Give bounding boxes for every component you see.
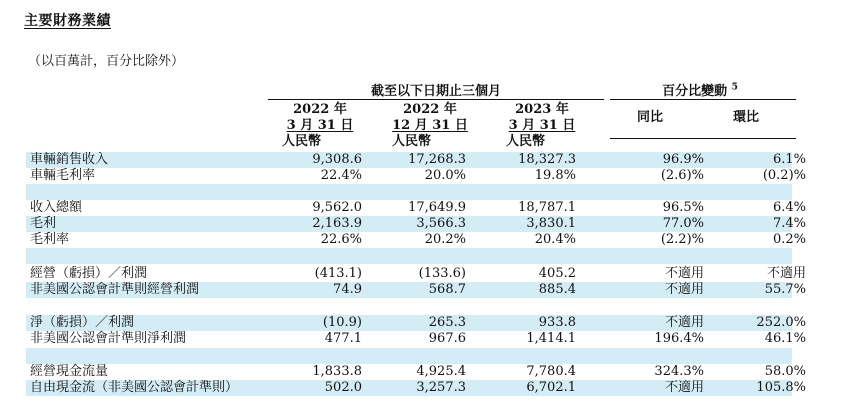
cell-qoq: 不適用 bbox=[766, 266, 806, 281]
cell-qoq: 6.1% bbox=[772, 152, 806, 167]
row-label: 收入總額 bbox=[30, 200, 83, 215]
cell-value: 1,833.8 bbox=[312, 364, 362, 379]
col-header-yoy: 同比 bbox=[636, 110, 663, 125]
table-row bbox=[0, 331, 852, 347]
row-label: 自由現金流（非美國公認會計準則） bbox=[30, 380, 239, 395]
period-header-rule bbox=[268, 99, 604, 100]
cell-value: 20.4% bbox=[534, 232, 576, 247]
col-header-q4-2022 bbox=[378, 102, 482, 150]
cell-yoy: 77.0% bbox=[662, 216, 704, 231]
change-group-label: 百分比變動 bbox=[662, 84, 728, 99]
cell-value: 1,414.1 bbox=[526, 331, 576, 346]
cell-value: 9,308.6 bbox=[312, 152, 362, 167]
cell-value: 885.4 bbox=[538, 282, 576, 297]
row-label: 經營現金流量 bbox=[30, 364, 109, 379]
cell-value: 19.8% bbox=[534, 168, 576, 183]
cell-yoy: 96.5% bbox=[662, 200, 704, 215]
cell-qoq: 0.2% bbox=[772, 232, 806, 247]
row-label: 毛利 bbox=[30, 216, 57, 231]
cell-value: 405.2 bbox=[538, 266, 576, 281]
cell-value: 18,327.3 bbox=[518, 152, 576, 167]
col-header-qoq: 環比 bbox=[732, 110, 759, 125]
change-group-header bbox=[604, 80, 796, 100]
cell-value: 22.4% bbox=[320, 168, 362, 183]
col-year: 2023 年 bbox=[515, 102, 569, 117]
cell-value: 502.0 bbox=[324, 380, 362, 395]
cell-value: 3,830.1 bbox=[526, 216, 576, 231]
cell-value: 6,702.1 bbox=[526, 380, 576, 395]
table-row bbox=[0, 152, 852, 168]
col-header-q1-2022 bbox=[270, 102, 370, 150]
cell-qoq: 55.7% bbox=[764, 282, 806, 297]
cell-value: 4,925.4 bbox=[416, 364, 466, 379]
col-currency: 人民幣 bbox=[392, 134, 432, 149]
table-row bbox=[0, 232, 852, 248]
col-header-q1-2023 bbox=[490, 102, 594, 150]
cell-qoq: (0.2)% bbox=[762, 168, 806, 183]
row-label: 淨（虧損）／利潤 bbox=[30, 315, 135, 330]
cell-yoy: 不適用 bbox=[664, 266, 704, 281]
row-label: 車輛毛利率 bbox=[30, 168, 96, 183]
cell-value: 3,566.3 bbox=[416, 216, 466, 231]
table-row bbox=[0, 168, 852, 184]
cell-value: (10.9) bbox=[322, 315, 362, 330]
cell-yoy: 324.3% bbox=[654, 364, 704, 379]
cell-qoq: 58.0% bbox=[764, 364, 806, 379]
period-group-header: 截至以下日期止三個月 bbox=[370, 84, 501, 99]
cell-yoy: (2.6)% bbox=[660, 168, 704, 183]
row-label: 非美國公認會計準則淨利潤 bbox=[30, 331, 187, 346]
row-label: 非美國公認會計準則經營利潤 bbox=[30, 282, 200, 297]
cell-qoq: 46.1% bbox=[764, 331, 806, 346]
cell-yoy: 96.9% bbox=[662, 152, 704, 167]
row-shade bbox=[26, 348, 792, 364]
col-currency: 人民幣 bbox=[282, 134, 322, 149]
row-shade bbox=[26, 184, 792, 200]
cell-yoy: (2.2)% bbox=[660, 232, 704, 247]
row-shade bbox=[26, 248, 792, 264]
units-note: （以百萬計，百分比除外） bbox=[28, 54, 185, 69]
cell-value: 18,787.1 bbox=[518, 200, 576, 215]
cell-value: 7,780.4 bbox=[526, 364, 576, 379]
cell-yoy: 196.4% bbox=[654, 331, 704, 346]
footnote-mark: 5 bbox=[731, 82, 738, 93]
col-date: 3 月 31 日 bbox=[508, 118, 576, 133]
cell-yoy: 不適用 bbox=[664, 282, 704, 297]
section-title: 主要財務業績 bbox=[24, 13, 111, 29]
row-label: 經營（虧損）／利潤 bbox=[30, 266, 148, 281]
cell-yoy: 不適用 bbox=[664, 315, 704, 330]
cell-qoq: 6.4% bbox=[772, 200, 806, 215]
cell-value: 265.3 bbox=[428, 315, 466, 330]
cell-value: (413.1) bbox=[314, 266, 362, 281]
cell-value: 20.2% bbox=[424, 232, 466, 247]
cell-value: 17,268.3 bbox=[408, 152, 466, 167]
row-label: 車輛銷售收入 bbox=[30, 152, 109, 167]
cell-value: 3,257.3 bbox=[416, 380, 466, 395]
cell-value: 9,562.0 bbox=[312, 200, 362, 215]
cell-value: 20.0% bbox=[424, 168, 466, 183]
cell-qoq: 7.4% bbox=[772, 216, 806, 231]
cell-value: 2,163.9 bbox=[312, 216, 362, 231]
col-currency: 人民幣 bbox=[506, 134, 546, 149]
cell-value: 967.6 bbox=[428, 331, 466, 346]
table-row bbox=[0, 282, 852, 298]
change-header-rule bbox=[610, 99, 796, 100]
table-row bbox=[0, 364, 852, 380]
table-row bbox=[0, 380, 852, 396]
table-row bbox=[0, 266, 852, 282]
col-year: 2022 年 bbox=[293, 102, 347, 117]
cell-value: 22.6% bbox=[320, 232, 362, 247]
col-year: 2022 年 bbox=[403, 102, 457, 117]
cell-value: 477.1 bbox=[324, 331, 362, 346]
change-subheader-rule bbox=[610, 138, 796, 139]
table-row bbox=[0, 315, 852, 331]
cell-value: 933.8 bbox=[538, 315, 576, 330]
table-row bbox=[0, 200, 852, 216]
cell-qoq: 105.8% bbox=[756, 380, 806, 395]
col-date: 3 月 31 日 bbox=[286, 118, 354, 133]
cell-qoq: 252.0% bbox=[756, 315, 806, 330]
cell-value: (133.6) bbox=[418, 266, 466, 281]
table-row bbox=[0, 216, 852, 232]
cell-value: 568.7 bbox=[428, 282, 466, 297]
col-date: 12 月 31 日 bbox=[392, 118, 468, 133]
cell-value: 17,649.9 bbox=[408, 200, 466, 215]
row-label: 毛利率 bbox=[30, 232, 70, 247]
cell-yoy: 不適用 bbox=[664, 380, 704, 395]
cell-value: 74.9 bbox=[333, 282, 362, 297]
